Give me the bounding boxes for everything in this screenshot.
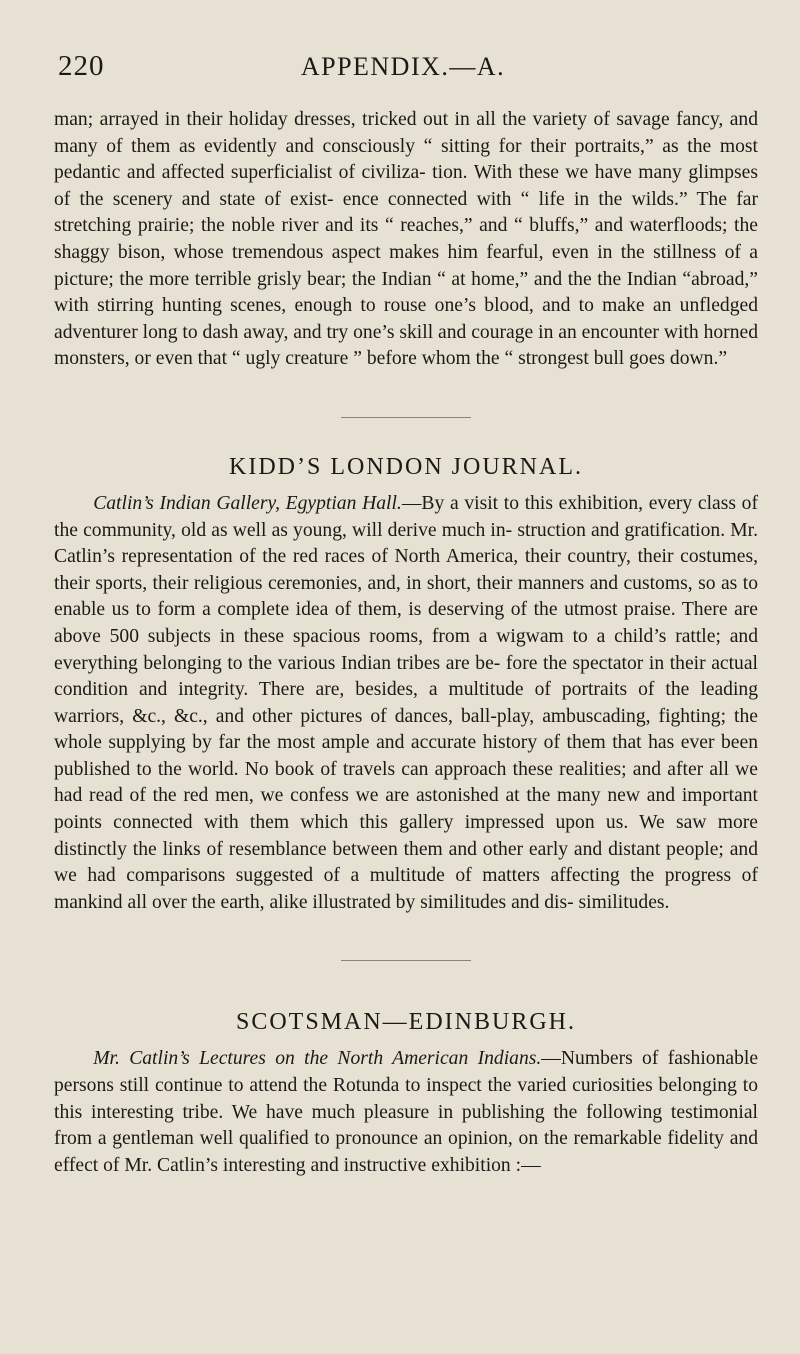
kidds-review-text: —By a visit to this exhibition, every class of the community, old as well as young, will derive much in- struction and gratification. Mr. Catlin’s representation of the red races of North America, their country, their costumes, their sports, their religious ceremonies, and, in short, their manners and customs, so as to enable us to form a complete idea of them, is deserving of the utmost praise. There are above 500 subjects in these spacious rooms, from a wigwam to a child’s rattle; and everything belonging to the various Indian tribes are be- fore the spectator in their actual condition and integrity. There are, besides, a multitude of portraits of the leading warriors, &c., &c., and other pictures of dances, ball-play, ambuscading, fighting; the whole supplying by far the most ample and accurate history of them that has ever been published to the world. No book of travels can approach these realities; and after all we had read of the red men, we confess we are astonished at the many new and important points connected with them which this gallery impressed upon us. We saw more distinctly the links of resemblance between them and other early and distant people; and we had comparisons suggested of a multitude of matters affecting the progress of mankind all over the earth, alike illustrated by similitudes and dis- similitudes.: [54, 492, 758, 913]
section-divider: [341, 960, 471, 961]
scotsman-review-paragraph: [54, 1046, 758, 1179]
page-number: 220: [58, 50, 105, 82]
section-heading-kidds-london-journal: KIDD’S LONDON JOURNAL.: [229, 453, 583, 480]
kidds-review-paragraph: [54, 491, 758, 917]
page-body: [54, 107, 758, 1179]
scotsman-review-lead: Mr. Catlin’s Lectures on the North American Indians.: [93, 1048, 542, 1070]
running-head: [56, 50, 750, 90]
scotsman-review-text: —Numbers of fashionable persons still continue to attend the Rotunda to inspect the varied curiosities belonging to this interesting tribe. We have much pleasure in publishing the following testimonial from a gentleman well qualified to pronounce an opinion, on the remarkable fidelity and effect of Mr. Catlin’s interesting and instructive exhibition :—: [54, 1048, 759, 1176]
section-divider: [341, 417, 471, 418]
running-title: APPENDIX.—A.: [300, 52, 506, 81]
kidds-review-lead: Catlin’s Indian Gallery, Egyptian Hall.: [93, 492, 402, 514]
section-heading-scotsman-edinburgh: SCOTSMAN—EDINBURGH.: [235, 1009, 577, 1036]
continued-paragraph: man; arrayed in their holiday dresses, tricked out in all the variety of savage fancy, and many of them as evidently and consciously “ sitting for their portraits,” as the most pedantic and affected superficialist of civiliza- tion. With these we have many glimpses of the scenery and state of exist- ence connected with “ life in the wilds.” The far stretching prairie; the noble river and its “ reaches,” and “ bluffs,” and waterfloods; the shaggy bison, whose tremendous aspect makes him fearful, even in the stillness of a picture; the more terrible grisly bear; the Indian “ at home,” and the the Indian “abroad,” with stirring hunting scenes, enough to rouse one’s blood, and to make an unfledged adventurer long to dash away, and try one’s skill and courage in an encounter with horned monsters, or even that “ ugly creature ” before whom the “ strongest bull goes down.”: [54, 109, 758, 370]
